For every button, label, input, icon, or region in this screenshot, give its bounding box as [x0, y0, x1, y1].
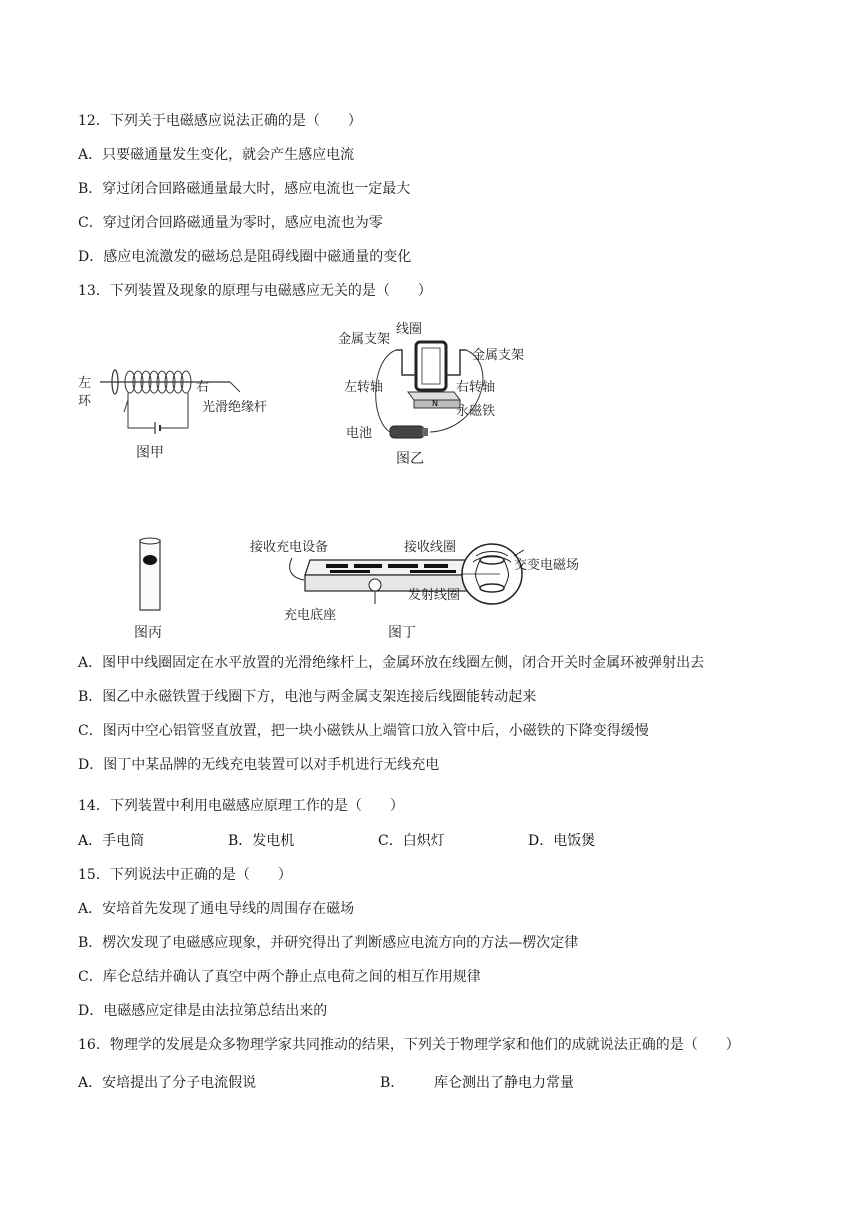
q13-option-d: D．图丁中某品牌的无线充电装置可以对手机进行无线充电	[78, 757, 440, 773]
figure-bing-caption: 图丙	[134, 625, 162, 641]
q13-stem: 13．下列装置及现象的原理与电磁感应无关的是（ ）	[78, 283, 432, 299]
q12-stem: 12．下列关于电磁感应说法正确的是（ ）	[78, 113, 362, 129]
figure-jia-label-rod: 光滑绝缘杆	[202, 400, 268, 415]
q12-option-d: D．感应电流激发的磁场总是阻碍线圈中磁通量的变化	[78, 249, 412, 265]
q14-option-a: A．手电筒	[78, 833, 145, 849]
q15-option-b: B．楞次发现了电磁感应现象，并研究得出了判断感应电流方向的方法—楞次定律	[78, 935, 579, 951]
q15-option-c: C．库仑总结并确认了真空中两个静止点电荷之间的相互作用规律	[78, 969, 481, 985]
q15-option-d: D．电磁感应定律是由法拉第总结出来的	[78, 1003, 328, 1019]
figure-yi-label-axle-right: 右转轴	[456, 380, 496, 395]
q14-option-c: C．白炽灯	[378, 833, 445, 849]
figure-ding-caption: 图丁	[388, 625, 416, 641]
q12-option-c: C．穿过闭合回路磁通量为零时，感应电流也为零	[78, 215, 383, 231]
q13-option-c: C．图丙中空心铝管竖直放置，把一块小磁铁从上端管口放入管中后，小磁铁的下降变得缓慢	[78, 723, 649, 739]
figure-yi-caption: 图乙	[396, 451, 424, 467]
q13-option-a: A．图甲中线圈固定在水平放置的光滑绝缘杆上，金属环放在线圈左侧，闭合开关时金属环被弹射出去	[78, 655, 705, 671]
figure-yi-label-bracket-right: 金属支架	[472, 348, 525, 363]
figure-ding-label-field: 交变电磁场	[514, 558, 580, 573]
figure-yi-label-magnet: 永磁铁	[456, 404, 496, 419]
figure-yi-label-coil: 线圈	[396, 322, 423, 337]
figure-ding-label-recv-coil: 接收线圈	[404, 540, 457, 555]
figure-jia-caption: 图甲	[136, 445, 164, 461]
q15-option-a: A．安培首先发现了通电导线的周围存在磁场	[78, 901, 355, 917]
q14-stem: 14．下列装置中利用电磁感应原理工作的是（ ）	[78, 798, 404, 814]
q16-option-b-letter: B．	[380, 1075, 405, 1091]
figure-yi-label-battery: 电池	[346, 426, 373, 441]
q16-option-b-text: 库仑测出了静电力常量	[434, 1075, 574, 1091]
figure-bing-drawing	[136, 538, 166, 614]
q16-option-a: A．安培提出了分子电流假说	[78, 1075, 257, 1091]
q13-option-b: B．图乙中永磁铁置于线圈下方，电池与两金属支架连接后线圈能转动起来	[78, 689, 537, 705]
figure-jia-label-left: 左	[78, 376, 92, 391]
figure-ding-label-send-coil: 发射线圈	[408, 588, 461, 603]
figure-jia-label-right: 右	[196, 380, 210, 395]
q12-option-b: B．穿过闭合回路磁通量最大时，感应电流也一定最大	[78, 181, 411, 197]
q15-stem: 15．下列说法中正确的是（ ）	[78, 867, 292, 883]
figure-yi-label-axle-left: 左转轴	[344, 380, 384, 395]
figure-ding-label-device: 接收充电设备	[250, 540, 329, 555]
figure-yi-pole: N	[432, 399, 438, 408]
figure-yi-label-bracket-left: 金属支架	[338, 332, 391, 347]
q14-option-b: B．发电机	[228, 833, 295, 849]
figure-jia-label-ring: 环	[78, 394, 92, 409]
q16-stem: 16．物理学的发展是众多物理学家共同推动的结果，下列关于物理学家和他们的成就说法正确的是（ ）	[78, 1037, 740, 1053]
q12-option-a: A．只要磁通量发生变化，就会产生感应电流	[78, 147, 355, 163]
q14-option-d: D．电饭煲	[528, 833, 596, 849]
figure-ding-label-base: 充电底座	[284, 608, 337, 623]
